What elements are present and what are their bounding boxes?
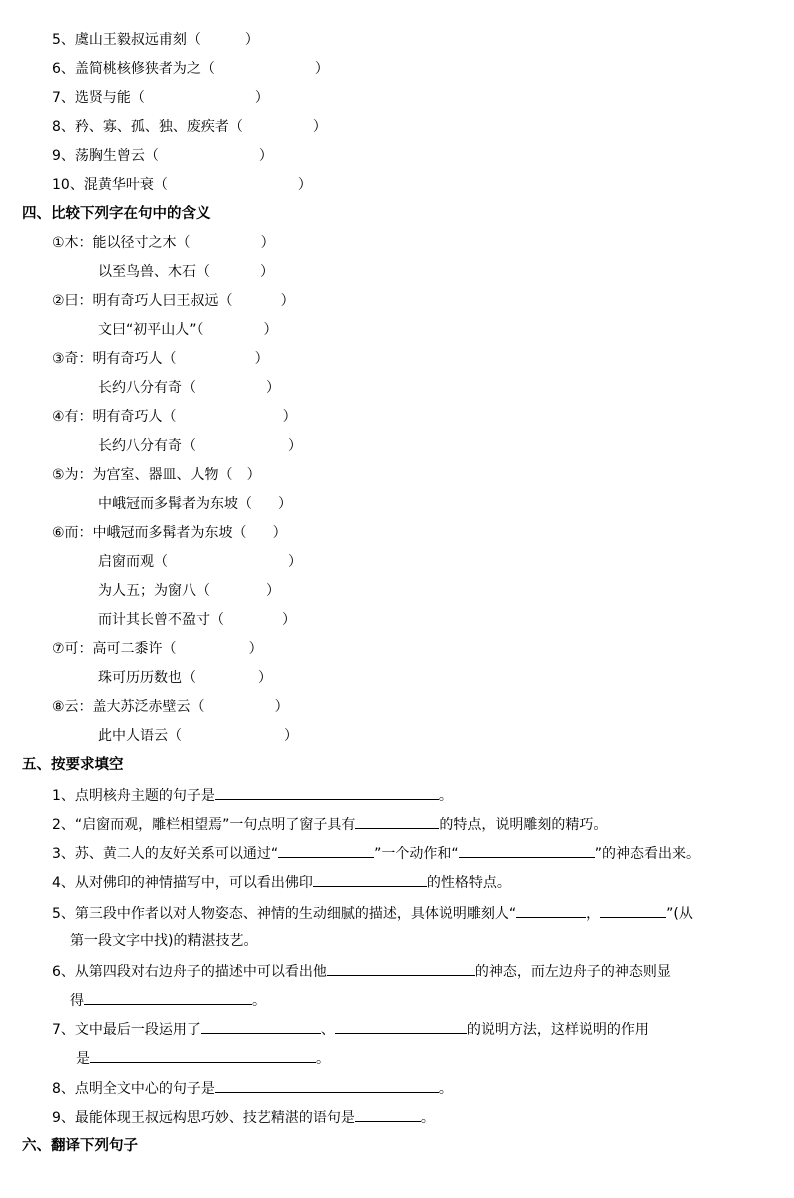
item-text: 此中人语云（ xyxy=(98,728,182,744)
list-item xyxy=(52,88,269,108)
list-item xyxy=(52,349,269,369)
list-item xyxy=(52,639,263,659)
question-text: 4、从对佛印的神情描写中，可以看出佛印 xyxy=(52,875,313,891)
item-text: 5、虞山王毅叔远甫刻（ xyxy=(52,32,201,48)
list-item xyxy=(52,233,275,253)
item-close: ） xyxy=(266,583,280,599)
list-item xyxy=(52,291,295,311)
question-text: 。 xyxy=(316,1051,330,1067)
item-close: ） xyxy=(263,322,278,338)
item-text: 而计其长曾不盈寸（ xyxy=(98,612,224,628)
list-item xyxy=(98,320,278,340)
question-5-cont xyxy=(70,931,257,951)
item-text: 长约八分有奇（ xyxy=(98,380,196,396)
question-text: ”(从 xyxy=(666,906,693,922)
question-5 xyxy=(52,903,693,924)
question-text: 2、“启窗而观，雕栏相望焉”一句点明了窗子具有 xyxy=(52,817,356,833)
question-text: 的说明方法，这样说明的作用 xyxy=(466,1022,649,1038)
question-7 xyxy=(52,1019,649,1040)
question-9 xyxy=(52,1107,435,1128)
item-close: ） xyxy=(260,264,274,280)
item-close: ） xyxy=(260,235,275,251)
list-item xyxy=(52,523,287,543)
item-text: ③奇：明有奇巧人（ xyxy=(52,351,177,367)
item-close: ） xyxy=(288,438,302,454)
item-text: ⑦可：高可二黍许（ xyxy=(52,641,177,657)
answer-blank[interactable] xyxy=(278,843,374,858)
question-text: 的特点，说明雕刻的精巧。 xyxy=(439,817,608,833)
list-item xyxy=(98,552,302,572)
item-close: ） xyxy=(297,177,312,193)
item-text: ④有：明有奇巧人（ xyxy=(52,409,177,425)
question-text: ， xyxy=(586,906,601,922)
item-text: 10、混黄华叶衰（ xyxy=(52,177,168,193)
list-item xyxy=(98,378,280,398)
question-text: 7、文中最后一段运用了 xyxy=(52,1022,201,1038)
item-close: ） xyxy=(266,380,280,396)
answer-blank[interactable] xyxy=(516,903,586,918)
question-text: ”一个动作和“ xyxy=(374,846,459,862)
item-close: ） xyxy=(244,32,259,48)
question-4 xyxy=(52,872,511,893)
item-text: 中峨冠而多髯者为东坡（ xyxy=(98,496,252,512)
question-text: 8、点明全文中心的句子是 xyxy=(52,1081,215,1097)
question-text: 。 xyxy=(252,993,266,1009)
item-text: ①木：能以径寸之木（ xyxy=(52,235,191,251)
item-close: ） xyxy=(288,554,302,570)
list-item xyxy=(98,436,302,456)
item-text: 9、荡胸生曾云（ xyxy=(52,148,159,164)
question-7-cont xyxy=(76,1048,330,1069)
item-close: ） xyxy=(246,467,261,483)
item-close: ） xyxy=(312,119,327,135)
question-text: 。 xyxy=(438,788,453,804)
question-text: 第一段文字中找)的精湛技艺。 xyxy=(70,933,258,949)
answer-blank[interactable] xyxy=(600,903,666,918)
list-item xyxy=(98,494,292,514)
list-item xyxy=(98,262,274,282)
list-item xyxy=(52,175,312,195)
answer-blank[interactable] xyxy=(201,1019,321,1034)
list-item xyxy=(52,407,297,427)
list-item xyxy=(52,146,273,166)
item-text: ⑧云：盖大苏泛赤壁云（ xyxy=(52,699,205,715)
answer-blank[interactable] xyxy=(327,961,475,976)
question-text: ”的神态看出来。 xyxy=(594,846,700,862)
item-close: ） xyxy=(258,670,272,686)
answer-blank[interactable] xyxy=(355,1107,421,1122)
question-text: 的性格特点。 xyxy=(426,875,511,891)
question-text: 3、苏、黄二人的友好关系可以通过“ xyxy=(52,846,279,862)
item-text: 7、选贤与能（ xyxy=(52,90,145,106)
answer-blank[interactable] xyxy=(215,1078,439,1093)
item-close: ） xyxy=(254,351,269,367)
question-1 xyxy=(52,785,453,806)
item-close: ） xyxy=(278,496,292,512)
item-close: ） xyxy=(272,525,287,541)
answer-blank[interactable] xyxy=(90,1048,316,1063)
item-text: ⑥而：中峨冠而多髯者为东坡（ xyxy=(52,525,247,541)
question-text: 5、第三段中作者以对人物姿态、神情的生动细腻的描述，具体说明雕刻人“ xyxy=(52,906,517,922)
answer-blank[interactable] xyxy=(84,990,252,1005)
list-item xyxy=(98,610,296,630)
list-item xyxy=(98,581,280,601)
question-text: 1、点明核舟主题的句子是 xyxy=(52,788,215,804)
question-text: 6、从第四段对右边舟子的描述中可以看出他 xyxy=(52,964,327,980)
item-close: ） xyxy=(254,90,269,106)
question-6 xyxy=(52,961,671,982)
question-8 xyxy=(52,1078,453,1099)
question-2 xyxy=(52,814,607,835)
section-heading: 六、翻译下列句子 xyxy=(22,1138,138,1154)
item-text: 长约八分有奇（ xyxy=(98,438,196,454)
item-close: ） xyxy=(280,293,295,309)
item-close: ） xyxy=(282,612,296,628)
item-close: ） xyxy=(258,148,273,164)
question-text: 是 xyxy=(76,1051,90,1067)
list-item xyxy=(98,668,272,688)
answer-blank[interactable] xyxy=(459,843,595,858)
answer-blank[interactable] xyxy=(335,1019,467,1034)
answer-blank[interactable] xyxy=(215,785,439,800)
question-text: 9、最能体现王叔远构思巧妙、技艺精湛的语句是 xyxy=(52,1110,355,1126)
list-item xyxy=(52,697,289,717)
item-text: 8、矜、寡、孤、独、废疾者（ xyxy=(52,119,243,135)
list-item xyxy=(52,117,327,137)
answer-blank[interactable] xyxy=(313,872,427,887)
list-item xyxy=(52,30,259,50)
question-6-cont xyxy=(70,990,266,1011)
item-close: ） xyxy=(274,699,289,715)
item-close: ） xyxy=(248,641,263,657)
item-close: ） xyxy=(314,61,329,77)
list-item xyxy=(98,726,298,746)
answer-blank[interactable] xyxy=(355,814,439,829)
section-heading: 五、按要求填空 xyxy=(22,757,124,773)
question-text: 。 xyxy=(420,1110,435,1126)
section-heading: 四、比较下列字在句中的含义 xyxy=(22,206,211,222)
item-text: 为人五；为窗八（ xyxy=(98,583,210,599)
question-text: 。 xyxy=(438,1081,453,1097)
question-3 xyxy=(52,843,700,864)
item-text: 启窗而观（ xyxy=(98,554,168,570)
item-text: 文曰“初平山人”（ xyxy=(98,322,204,338)
item-close: ） xyxy=(284,728,298,744)
list-item xyxy=(52,465,261,485)
item-text: 珠可历历数也（ xyxy=(98,670,196,686)
item-text: 以至鸟兽、木石（ xyxy=(98,264,210,280)
item-text: ⑤为：为宫室、器皿、人物（ xyxy=(52,467,233,483)
item-text: 6、盖简桃核修狭者为之（ xyxy=(52,61,215,77)
item-close: ） xyxy=(282,409,297,425)
question-text: 的神态，而左边舟子的神态则显 xyxy=(474,964,671,980)
item-text: ②曰：明有奇巧人曰王叔远（ xyxy=(52,293,233,309)
question-text: 得 xyxy=(70,993,84,1009)
question-text: 、 xyxy=(320,1022,335,1038)
list-item xyxy=(52,59,329,79)
